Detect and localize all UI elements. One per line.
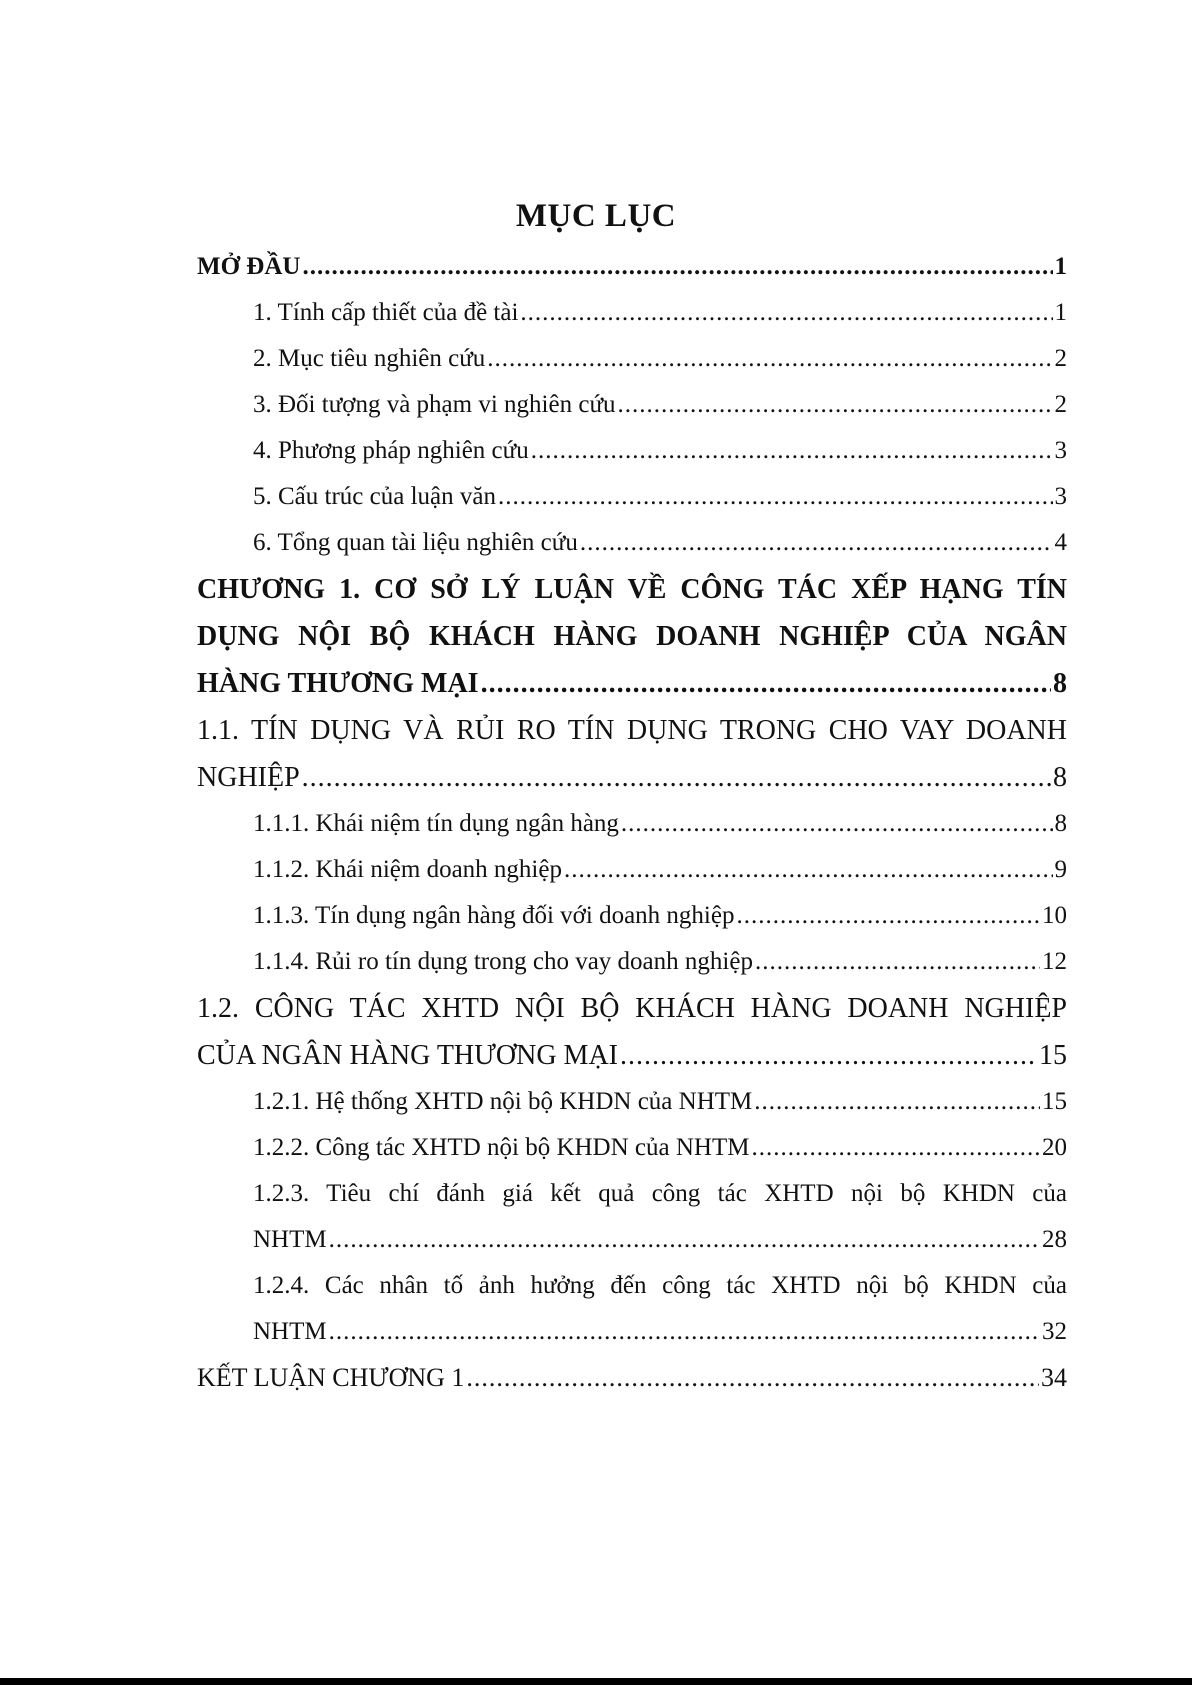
- toc-entry-page: 15: [1039, 1040, 1067, 1071]
- toc-entry-label: 1.1.3. Tín dụng ngân hàng đối với doanh nghiệp: [253, 902, 735, 929]
- toc-entry-page: 9: [1054, 856, 1067, 883]
- toc-entry-label: MỞ ĐẦU: [197, 253, 301, 280]
- toc-entry-page: 10: [1042, 902, 1067, 929]
- toc-entry-section-1-2[interactable]: [197, 985, 1067, 1079]
- toc-entry-label-line-1: 1.2. CÔNG TÁC XHTD NỘI BỘ KHÁCH HÀNG DOANH NGHIỆP: [197, 993, 1067, 1024]
- toc-entry-label: 1.2.2. Công tác XHTD nội bộ KHDN của NHTM: [253, 1134, 750, 1161]
- toc-entry-label: 4. Phương pháp nghiên cứu: [253, 437, 529, 464]
- dot-leader: [751, 1125, 1040, 1171]
- dot-leader: [466, 1355, 1039, 1401]
- toc-entry-mo-dau[interactable]: [197, 244, 1067, 290]
- dot-leader: [736, 893, 1040, 939]
- toc-entry-label: 1. Tính cấp thiết của đề tài: [253, 299, 519, 326]
- toc-entry-1-2-2[interactable]: [197, 1125, 1067, 1171]
- toc-entry-label-line-2: NGHIỆP: [197, 762, 300, 793]
- toc-entry-1-2-3[interactable]: [197, 1171, 1067, 1263]
- toc-entry-label: 5. Cấu trúc của luận văn: [253, 483, 496, 510]
- toc-entry-page: 8: [1053, 668, 1067, 699]
- toc-entry-intro-1[interactable]: [197, 290, 1067, 336]
- toc-entry-label-line-2: NHTM: [253, 1226, 327, 1253]
- dot-leader: [618, 382, 1053, 428]
- toc-entry-1-2-4[interactable]: [197, 1263, 1067, 1355]
- dot-leader: [531, 428, 1053, 474]
- toc-entry-section-1-1[interactable]: [197, 707, 1067, 801]
- dot-leader: [481, 660, 1051, 707]
- toc-entry-intro-3[interactable]: [197, 382, 1067, 428]
- dot-leader: [580, 520, 1053, 566]
- toc-entry-1-1-2[interactable]: [197, 847, 1067, 893]
- dot-leader: [564, 847, 1053, 893]
- toc-entry-1-1-1[interactable]: [197, 801, 1067, 847]
- toc-entry-label-line-1: 1.2.3. Tiêu chí đánh giá kết quả công tác XHTD nội bộ KHDN của: [253, 1180, 1067, 1207]
- toc-entry-page: 32: [1042, 1318, 1067, 1345]
- toc-entry-label: 1.2.1. Hệ thống XHTD nội bộ KHDN của NHTM: [253, 1088, 753, 1115]
- toc-entry-label-line-2: DỤNG NỘI BỘ KHÁCH HÀNG DOANH NGHIỆP CỦA NGÂN: [197, 621, 1067, 652]
- toc-entry-page: 1: [1054, 299, 1067, 326]
- toc-entry-page: 2: [1054, 345, 1067, 372]
- toc-entry-page: 3: [1054, 483, 1067, 510]
- toc-entry-intro-4[interactable]: [197, 428, 1067, 474]
- toc-entry-page: 4: [1054, 529, 1067, 556]
- dot-leader: [621, 801, 1053, 847]
- toc-entry-page: 8: [1054, 810, 1067, 837]
- dot-leader: [754, 1079, 1040, 1125]
- toc-entry-intro-5[interactable]: [197, 474, 1067, 520]
- toc-entry-label-line-1: 1.2.4. Các nhân tố ảnh hưởng đến công tác XHTD nội bộ KHDN của: [253, 1272, 1067, 1299]
- toc-entry-intro-6[interactable]: [197, 520, 1067, 566]
- toc-entry-label: 1.1.2. Khái niệm doanh nghiệp: [253, 856, 562, 883]
- toc-entry-page: 1: [1054, 253, 1067, 280]
- toc-entry-label: 3. Đối tượng và phạm vi nghiên cứu: [253, 391, 616, 418]
- dot-leader: [520, 290, 1052, 336]
- toc-entry-page: 2: [1054, 391, 1067, 418]
- toc-entry-page: 12: [1042, 948, 1067, 975]
- bottom-edge-rule: [0, 1678, 1192, 1685]
- toc-entry-1-2-1[interactable]: [197, 1079, 1067, 1125]
- toc-entry-1-1-4[interactable]: [197, 939, 1067, 985]
- toc-entry-label-line-3: HÀNG THƯƠNG MẠI: [197, 668, 479, 699]
- toc-entry-page: 20: [1042, 1134, 1067, 1161]
- dot-leader: [302, 244, 1052, 290]
- toc-entry-1-1-3[interactable]: [197, 893, 1067, 939]
- toc-entry-page: 15: [1042, 1088, 1067, 1115]
- toc-entry-label: KẾT LUẬN CHƯƠNG 1: [197, 1363, 465, 1392]
- toc-entry-label: 6. Tổng quan tài liệu nghiên cứu: [253, 529, 578, 556]
- toc-entry-page: 28: [1042, 1226, 1067, 1253]
- toc-entry-page: 34: [1041, 1363, 1067, 1392]
- toc-entry-intro-2[interactable]: [197, 336, 1067, 382]
- toc-entry-label-line-2: CỦA NGÂN HÀNG THƯƠNG MẠI: [197, 1040, 618, 1071]
- toc-entry-label: 1.1.1. Khái niệm tín dụng ngân hàng: [253, 810, 619, 837]
- toc-entry-label-line-1: 1.1. TÍN DỤNG VÀ RỦI RO TÍN DỤNG TRONG CHO VAY DOANH: [197, 715, 1067, 746]
- dot-leader: [755, 939, 1040, 985]
- toc-entry-label-line-1: CHƯƠNG 1. CƠ SỞ LÝ LUẬN VỀ CÔNG TÁC XẾP HẠNG TÍN: [197, 574, 1067, 605]
- dot-leader: [329, 1309, 1040, 1355]
- page-title: MỤC LỤC: [515, 198, 677, 234]
- dot-leader: [302, 754, 1051, 801]
- dot-leader: [329, 1217, 1040, 1263]
- toc-entry-label-line-2: NHTM: [253, 1318, 327, 1345]
- toc-entry-page: 8: [1053, 762, 1067, 793]
- table-of-contents: [197, 244, 1067, 1401]
- toc-entry-conclusion[interactable]: [197, 1355, 1067, 1401]
- dot-leader: [498, 474, 1053, 520]
- toc-entry-page: 3: [1054, 437, 1067, 464]
- dot-leader: [620, 1032, 1037, 1079]
- toc-entry-chapter-1[interactable]: [197, 566, 1067, 707]
- dot-leader: [487, 336, 1052, 382]
- toc-entry-label: 2. Mục tiêu nghiên cứu: [253, 345, 486, 372]
- toc-entry-label: 1.1.4. Rủi ro tín dụng trong cho vay doanh nghiệp: [253, 948, 753, 975]
